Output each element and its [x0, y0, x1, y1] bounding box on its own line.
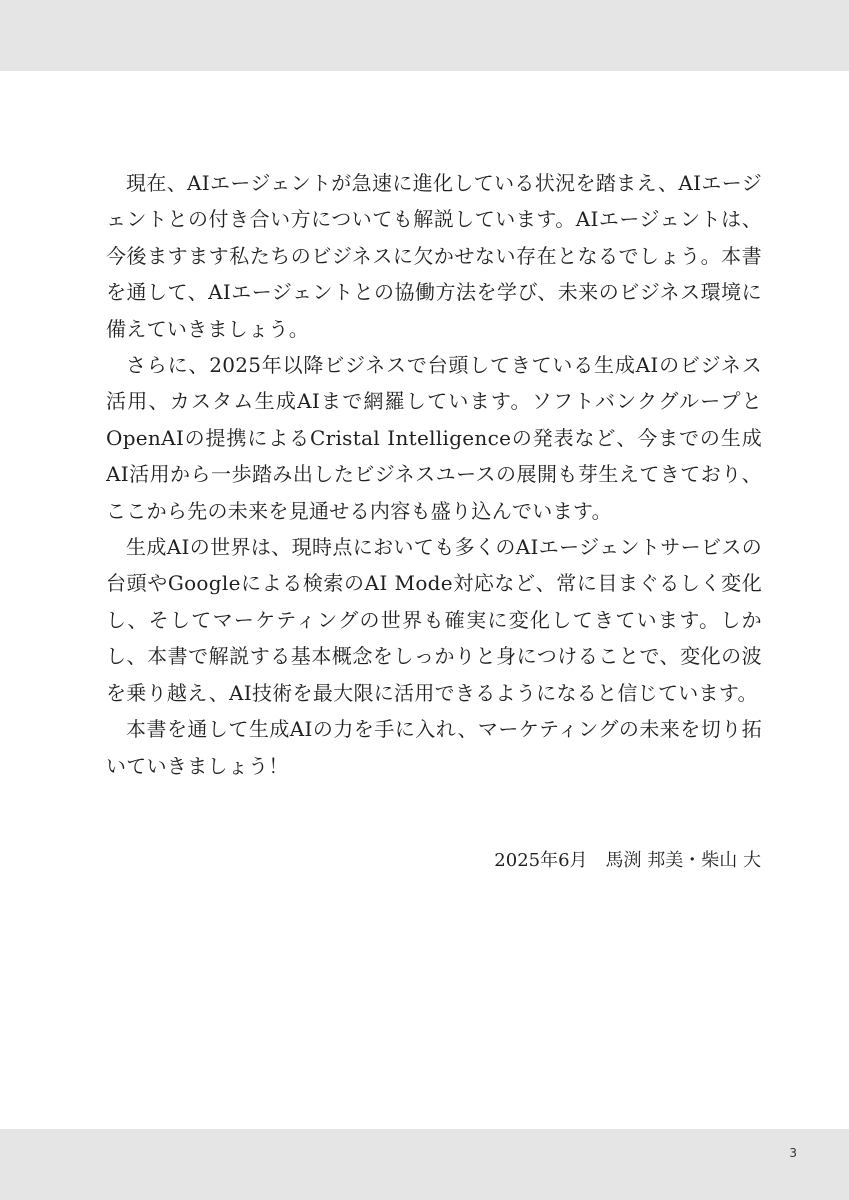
- footer-band: [0, 1129, 849, 1200]
- header-band: [0, 0, 849, 71]
- paragraph-2: さらに、2025年以降ビジネスで台頭してきている生成AIのビジネス活用、カスタム生成AIまで網羅しています。ソフトバンクグループとOpenAIの提携によるCristal Intelligenceの発表など、今までの生成AI活用から一歩踏み出したビジネスユースの展開も芽生えてきており、ここから先の未来を見通せる内容も盛り込んでいます。: [106, 353, 762, 523]
- signature-line: 2025年6月 馬渕 邦美・柴山 大: [494, 850, 761, 871]
- paragraph-3: 生成AIの世界は、現時点においても多くのAIエージェントサービスの台頭やGoogleによる検索のAI Mode対応など、常に目まぐるしく変化し、そしてマーケティングの世界も確実に変化してきています。しかし、本書で解説する基本概念をしっかりと身につけることで、変化の波を乗り越え、AI技術を最大限に活用できるようになると信じています。: [106, 535, 762, 705]
- paragraph-4: 本書を通して生成AIの力を手に入れ、マーケティングの未来を切り拓いていきましょう！: [106, 717, 762, 778]
- page-number: 3: [789, 1146, 797, 1160]
- paragraph-1: 現在、AIエージェントが急速に進化している状況を踏まえ、AIエージェントとの付き合い方についても解説しています。AIエージェントは、今後ますます私たちのビジネスに欠かせない存在となるでしょう。本書を通して、AIエージェントとの協働方法を学び、未来のビジネス環境に備えていきましょう。: [106, 171, 762, 341]
- preface-body: [106, 165, 762, 784]
